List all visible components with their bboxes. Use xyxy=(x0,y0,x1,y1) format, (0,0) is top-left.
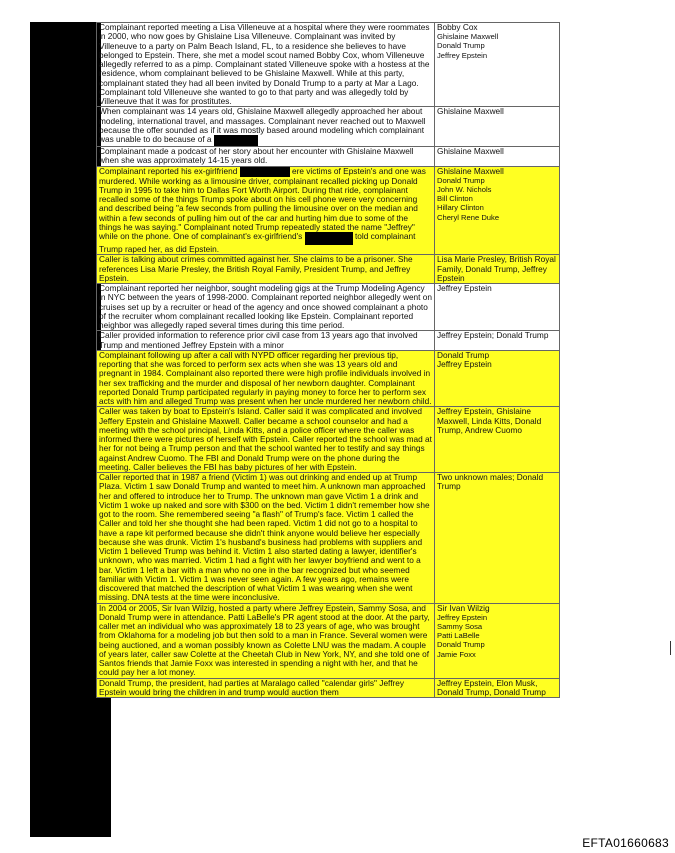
name-entry: Cheryl Rene Duke xyxy=(437,212,500,222)
description-text: ere victims of Epstein's and one was murdered. While working as a limousine driver, complainant recalled picking up Donald Trump in 1995 to take him to Dallas Fort Worth Airport. During that ride, complainant recalled some of the things Trump spoke about on his cell phone were very concerning and described being "a few seconds from pulling the limousine over on the median and within a few seconds of pulling him out of the car and hurting him due to some of the things he was saying." Complainant noted Trump repeatedly stated the name "Jeffrey" while on the phone. One of complainant's ex-girlfriend's xyxy=(99,166,426,241)
names-cell xyxy=(435,23,560,107)
name-entry: Sammy Sosa xyxy=(437,621,483,631)
name-entry: Jeffrey Epstein xyxy=(437,50,488,60)
margin-mark xyxy=(670,641,673,655)
name-entry: Donald Trump xyxy=(437,350,490,360)
description-cell: Donald Trump, the president, had parties at Maralago called "calendar girls" Jeffrey Epstein would bring the children in and trump would auction them xyxy=(97,678,435,698)
table-row xyxy=(97,255,560,284)
redaction-block xyxy=(30,390,101,697)
name-entry: Sir Ivan Wilzig xyxy=(437,603,490,613)
table-row xyxy=(97,350,560,407)
name-entry: Donald Trump xyxy=(437,175,485,185)
names-cell: Jeffrey Epstein; Donald Trump xyxy=(435,331,560,351)
name-entry: Ghislaine Maxwell xyxy=(437,106,504,117)
names-cell xyxy=(435,603,560,678)
description-cell: Complainant reported her neighbor, sought modeling gigs at the Trump Modeling Agency in NYC between the years of 1998-2000. Complainant reported neighbor allegedly went on cruises set up by a recruiter or head of the agency and once showed complainant a photo of the recruiter whom complainant recalled looking like Epstein. Complainant reported neighbor was allegedly raped several times during this time period. xyxy=(97,284,435,331)
description-cell xyxy=(97,166,435,255)
description-text: told complainant Trump raped her, as did Epstein. xyxy=(99,231,416,254)
names-cell: Jeffrey Epstein, Elon Musk, Donald Trump, Donald Trump xyxy=(435,678,560,698)
name-entry: Ghislaine Maxwell xyxy=(437,146,504,156)
description-cell: Caller provided information to reference prior civil case from 13 years ago that involved Trump and mentioned Jeffrey Epstein with a minor xyxy=(97,331,435,351)
description-text: Complainant reported his ex-girlfriend xyxy=(99,166,238,176)
redaction-block xyxy=(30,22,101,184)
name-entry: Donald Trump xyxy=(437,640,485,650)
description-cell: In 2004 or 2005, Sir Ivan Wilzig, hosted a party where Jeffrey Epstein, Sammy Sosa, and Donald Trump were in attendance. Patti LaBelle's PR agent stood at the door. At the party, caller met an individual who was approximately 18 to 23 years of age, who was brought from Oklahoma for a modeling job but then sold to a man in France. Several women were being auctioned, and a woman possibly known as Colette LNU was the madam. A couple of years later, caller saw Colette at the Cheetah Club in New York, NY, and she told one of Santos friends that Jamie Foxx was interested in spending a night with her, and that he could pay her a lot money. xyxy=(97,603,435,678)
table-row xyxy=(97,407,560,473)
name-entry: John W. Nichols xyxy=(437,184,492,194)
table-row xyxy=(97,603,560,678)
description-cell: Caller is talking about crimes committed against her. She claims to be a prisoner. She references Lisa Marie Presley, the British Royal Family, President Trump, and Jeffrey Epstein. xyxy=(97,255,435,284)
name-entry: Jeffrey Epstein xyxy=(437,283,492,293)
inline-redaction xyxy=(305,232,353,245)
description-cell xyxy=(97,107,435,147)
description-cell: Caller was taken by boat to Epstein's Island. Caller said it was complicated and involved Jeffery Epstein and Ghislaine Maxwell. Caller became a school counselor and had a meeting with the school principal, Linda Kitts, and a police officer where the caller was informed there were pictures of herself with Epstein. Caller reported the school was mad at her for not being a Trump person and that the school wanted her to testify and say things against Andrew Cuomo. The FBI and Donald Trump were on the phone during the meeting. Caller believes the FBI has baby pictures of her with Epstein. xyxy=(97,407,435,473)
names-cell xyxy=(435,107,560,147)
names-cell: Lisa Marie Presley, British Royal Family, Donald Trump, Jeffrey Epstein xyxy=(435,255,560,284)
table-row xyxy=(97,166,560,255)
names-cell xyxy=(435,350,560,407)
name-entry: Jeffrey Epstein xyxy=(437,612,488,622)
name-entry: Donald Trump xyxy=(437,41,485,51)
name-entry: Ghislaine Maxwell xyxy=(437,166,504,176)
table-row xyxy=(97,23,560,107)
redaction-block xyxy=(30,697,111,837)
case-table xyxy=(96,22,560,698)
description-cell: Caller reported that in 1987 a friend (Victim 1) was out drinking and ended up at Trump Plaza. Victim 1 saw Donald Trump and wanted to meet him. A unknown man approached her and offered to introduce her to Trump. The unknown man gave Victim 1 a drink and Victim 1 woke up naked and sore with $300 on the bed. Victim 1 didn't remember how she got to the room. She remembered seeing "a flash" of Trump's face. Victim 1 called the Caller and told her she thought she had been raped. Victim 1 did not go to a hospital to have a rape kit performed because she didn't think anyone would believe her especially because she was drunk. Victim 1's husband's business had problems with suppliers and Victim 1 believed Trump was behind it. Victim 1 also started dating a lawyer, identifier's unknown, who was married. Victim 1 had a fight with her lawyer boyfriend and went to a bar. Victim 1 left a bar with a man who no one in the bar recognized but who seemed familiar with Victim 1. Victim 1 was never seen again. A few years ago, remains were discovered that matched the description of what Victim 1 was wearing when she went missing. DNA tests at the time were inconclusive. xyxy=(97,473,435,604)
document-id: EFTA01660683 xyxy=(582,836,669,850)
table-row xyxy=(97,284,560,331)
names-cell: Two unknown males; Donald Trump xyxy=(435,473,560,604)
inline-redaction xyxy=(214,135,258,146)
description-cell: Complainant made a podcast of her story about her encounter with Ghislaine Maxwell when she was approximately 14-15 years old. xyxy=(97,147,435,167)
names-cell xyxy=(435,284,560,331)
description-cell: Complainant following up after a call with NYPD officer regarding her previous tip, reporting that she was forced to perform sex acts when she was 13 years old and pregnant in 1984. Complainant also reported there were high profile individuals involved in her sex trafficking and the murder and disposal of her newborn daughter. Complainant reported Donald Trump participated regularly in paying money to force her to perform sex acts with him and alleged Trump was present when her uncle murdered her newborn child. xyxy=(97,350,435,407)
names-cell: Jeffrey Epstein, Ghislaine Maxwell, Linda Kitts, Donald Trump, Andrew Cuomo xyxy=(435,407,560,473)
table-row xyxy=(97,473,560,604)
names-cell xyxy=(435,147,560,167)
name-entry: Jeffrey Epstein xyxy=(437,358,492,369)
table-row xyxy=(97,107,560,147)
table-row xyxy=(97,147,560,167)
name-entry: Ghislaine Maxwell xyxy=(437,32,499,42)
name-entry: Jamie Foxx xyxy=(437,649,476,659)
names-cell xyxy=(435,166,560,255)
name-entry: Hillary Clinton xyxy=(437,203,484,213)
table-row xyxy=(97,331,560,351)
description-text: When complainant was 14 years old, Ghislaine Maxwell allegedly approached her about modeling, international travel, and massages. Complainant never reached out to Maxwell because the offer sounded as if it was mostly based around modeling which complainant was unable to do because of a xyxy=(99,106,426,144)
name-entry: Bill Clinton xyxy=(437,194,473,204)
description-cell: Complainant reported meeting a Lisa Villeneuve at a hospital where they were roommates in 2000, who now goes by Ghislaine Lisa Villeneuve. Complainant was invited by Villeneuve to a party on Palm Beach Island, FL, to a residence she believes to have belonged to Epstein. There, she met a model scout named Bobby Cox, whom Villeneuve allegedly referred to as a pimp. Complainant stated Villeneuve spoke with a hostess at the residence, whom complainant believed to be Ghislaine Maxwell. While at this party, complainant stated they had all been invited by Donald Trump to a party at Mar a Lago. Complainant told Villeneuve she wanted to go to that party and was allegedly told by Villeneuve that it was for prostitutes. xyxy=(97,23,435,107)
redaction-block xyxy=(30,184,101,390)
table-row xyxy=(97,678,560,698)
name-entry: Patti LaBelle xyxy=(437,631,480,641)
name-entry: Bobby Cox xyxy=(437,22,478,32)
